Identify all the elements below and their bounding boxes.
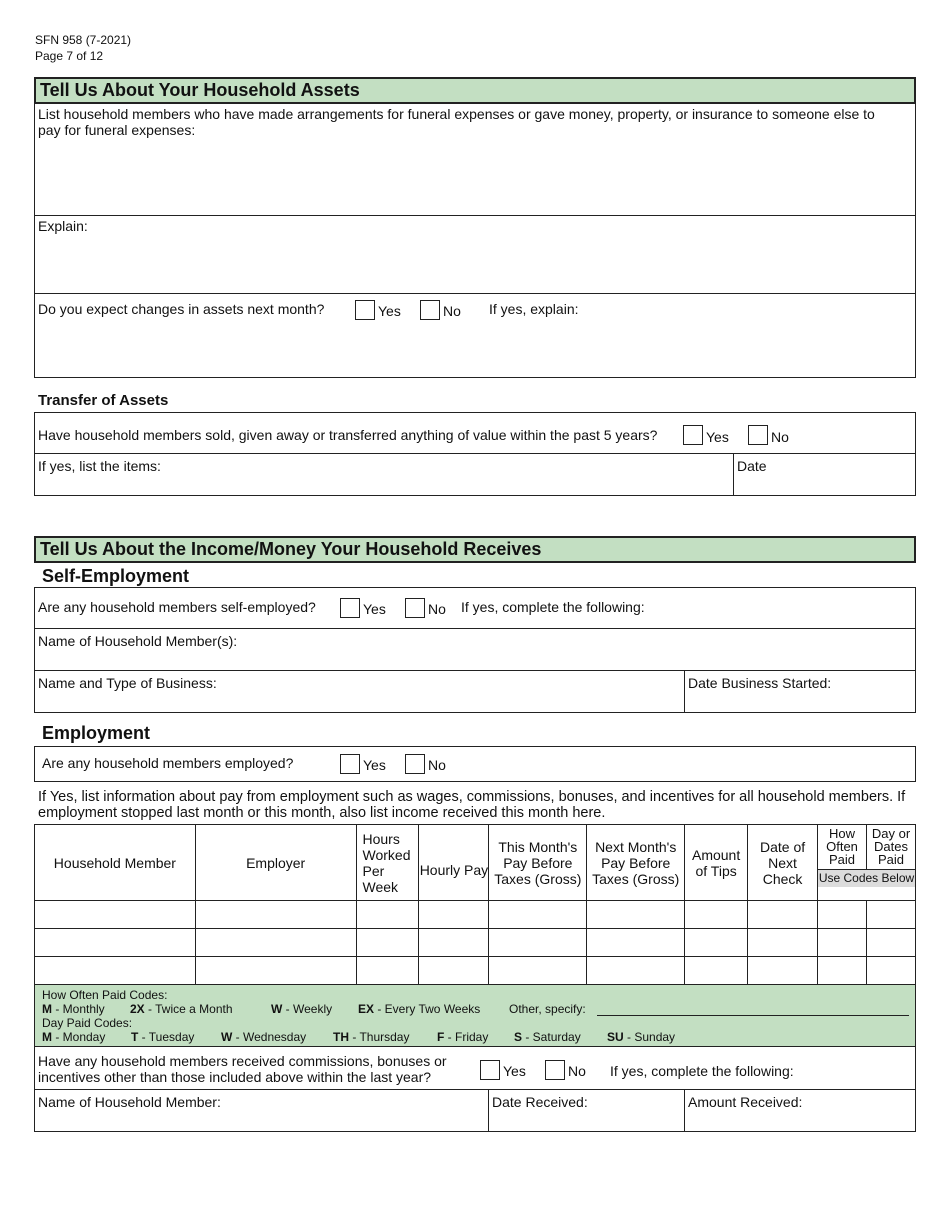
col-hourly-pay: Hourly Pay bbox=[419, 825, 489, 901]
code-thursday: TH - Thursday bbox=[333, 1030, 410, 1044]
table-cell[interactable] bbox=[419, 957, 489, 985]
self-employment-title: Self-Employment bbox=[42, 566, 190, 586]
code-monday: M - Monday bbox=[42, 1030, 106, 1044]
code-monthly: M - Monthly bbox=[42, 1002, 105, 1016]
divider bbox=[733, 453, 734, 496]
col-hours-worked: Hours Worked Per Week bbox=[356, 825, 419, 901]
business-label: Name and Type of Business: bbox=[38, 675, 217, 691]
code-saturday: S - Saturday bbox=[514, 1030, 581, 1044]
transfer-items-field[interactable] bbox=[36, 476, 731, 494]
asset-changes-no-checkbox[interactable] bbox=[420, 300, 440, 320]
yes-label: Yes bbox=[363, 757, 386, 773]
table-cell[interactable] bbox=[489, 957, 587, 985]
transfer-title: Transfer of Assets bbox=[38, 392, 169, 409]
explain-field[interactable] bbox=[36, 236, 914, 291]
if-yes-explain-label: If yes, explain: bbox=[489, 301, 579, 317]
table-cell[interactable] bbox=[748, 957, 818, 985]
self-employed-no-checkbox[interactable] bbox=[405, 598, 425, 618]
pay-codes-legend bbox=[34, 985, 916, 1047]
date-received-label: Date Received: bbox=[492, 1094, 588, 1110]
no-label: No bbox=[771, 429, 789, 445]
amount-received-label: Amount Received: bbox=[688, 1094, 803, 1110]
assets-section-title: Tell Us About Your Household Assets bbox=[34, 77, 916, 104]
table-cell[interactable] bbox=[489, 901, 587, 929]
table-cell[interactable] bbox=[587, 901, 685, 929]
table-cell[interactable] bbox=[419, 901, 489, 929]
code-weekly: W - Weekly bbox=[271, 1002, 333, 1016]
yes-label: Yes bbox=[503, 1063, 526, 1079]
table-cell[interactable] bbox=[818, 929, 867, 957]
commissions-question-line2: incentives other than those included above within the last year? bbox=[38, 1069, 432, 1085]
divider bbox=[488, 1089, 489, 1132]
col-date-next-check: Date of Next Check bbox=[748, 825, 818, 901]
form-number: SFN 958 (7-2021) bbox=[35, 33, 132, 47]
table-header-row bbox=[35, 825, 916, 901]
yes-label: Yes bbox=[706, 429, 729, 445]
asset-changes-question: Do you expect changes in assets next month? bbox=[38, 301, 325, 317]
table-cell[interactable] bbox=[685, 929, 748, 957]
code-sunday: SU - Sunday bbox=[607, 1030, 676, 1044]
table-cell[interactable] bbox=[748, 901, 818, 929]
if-yes-complete-label: If yes, complete the following: bbox=[461, 599, 645, 615]
yes-label: Yes bbox=[363, 601, 386, 617]
col-pay-frequency-group bbox=[818, 825, 916, 901]
other-specify-field[interactable] bbox=[597, 1015, 909, 1016]
explain-label: Explain: bbox=[38, 218, 88, 234]
how-often-codes-title: How Often Paid Codes: bbox=[42, 988, 168, 1002]
code-tuesday: T - Tuesday bbox=[131, 1030, 195, 1044]
commissions-no-checkbox[interactable] bbox=[545, 1060, 565, 1080]
transfer-yes-checkbox[interactable] bbox=[683, 425, 703, 445]
table-cell[interactable] bbox=[35, 929, 196, 957]
transfer-items-label: If yes, list the items: bbox=[38, 458, 161, 474]
table-cell[interactable] bbox=[356, 957, 419, 985]
table-cell[interactable] bbox=[685, 901, 748, 929]
commissions-name-label: Name of Household Member: bbox=[38, 1094, 221, 1110]
col-household-member: Household Member bbox=[35, 825, 196, 901]
divider bbox=[34, 215, 916, 216]
page-number: Page 7 of 12 bbox=[35, 49, 104, 63]
yes-label: Yes bbox=[378, 303, 401, 319]
no-label: No bbox=[428, 601, 446, 617]
self-employed-question: Are any household members self-employed? bbox=[38, 599, 316, 615]
col-employer: Employer bbox=[195, 825, 356, 901]
table-cell[interactable] bbox=[866, 957, 915, 985]
table-cell[interactable] bbox=[587, 957, 685, 985]
divider bbox=[34, 628, 916, 629]
use-codes-note: Use Codes Below bbox=[818, 871, 915, 885]
no-label: No bbox=[443, 303, 461, 319]
divider bbox=[684, 670, 685, 713]
col-this-month-pay: This Month's Pay Before Taxes (Gross) bbox=[489, 825, 587, 901]
code-every-two-weeks: EX - Every Two Weeks bbox=[358, 1002, 481, 1016]
transfer-date-field[interactable] bbox=[736, 476, 914, 494]
date-business-started-label: Date Business Started: bbox=[688, 675, 832, 691]
table-row bbox=[35, 929, 916, 957]
code-twice-month: 2X - Twice a Month bbox=[130, 1002, 233, 1016]
table-cell[interactable] bbox=[356, 901, 419, 929]
table-cell[interactable] bbox=[866, 929, 915, 957]
table-cell[interactable] bbox=[195, 901, 356, 929]
table-cell[interactable] bbox=[195, 929, 356, 957]
amount-received-field[interactable] bbox=[687, 1111, 914, 1130]
table-cell[interactable] bbox=[195, 957, 356, 985]
commissions-yes-checkbox[interactable] bbox=[480, 1060, 500, 1080]
table-cell[interactable] bbox=[35, 957, 196, 985]
employment-instructions: If Yes, list information about pay from employment such as wages, commissions, bonuses, and incentives for all household members. If employment stopped last month or this month, also list income received this month here. bbox=[38, 789, 906, 821]
table-cell[interactable] bbox=[748, 929, 818, 957]
transfer-question: Have household members sold, given away or transferred anything of value within the past 5 years? bbox=[38, 427, 658, 443]
day-paid-codes-title: Day Paid Codes: bbox=[42, 1016, 133, 1030]
table-cell[interactable] bbox=[866, 901, 915, 929]
date-received-field[interactable] bbox=[491, 1111, 682, 1130]
date-business-started-field[interactable] bbox=[687, 692, 914, 710]
col-day-dates-paid: Day or Dates Paid bbox=[871, 826, 911, 867]
divider bbox=[684, 1089, 685, 1132]
asset-changes-explain-field[interactable] bbox=[36, 322, 914, 374]
self-employed-name-label: Name of Household Member(s): bbox=[38, 633, 238, 649]
employed-yes-checkbox[interactable] bbox=[340, 754, 360, 774]
table-cell[interactable] bbox=[685, 957, 748, 985]
no-label: No bbox=[568, 1063, 586, 1079]
transfer-no-checkbox[interactable] bbox=[748, 425, 768, 445]
funeral-label: List household members who have made arrangements for funeral expenses or gave money, property, or insurance to someone else to pay for funeral expenses: bbox=[38, 106, 875, 138]
table-cell[interactable] bbox=[587, 929, 685, 957]
self-employed-name-field[interactable] bbox=[36, 650, 914, 668]
income-section-title: Tell Us About the Income/Money Your Household Receives bbox=[34, 536, 916, 563]
funeral-field[interactable] bbox=[36, 140, 914, 214]
table-row bbox=[35, 901, 916, 929]
table-cell[interactable] bbox=[489, 929, 587, 957]
self-employed-yes-checkbox[interactable] bbox=[340, 598, 360, 618]
table-cell[interactable] bbox=[419, 929, 489, 957]
form-header bbox=[35, 32, 131, 64]
col-how-often-paid: How Often Paid bbox=[818, 825, 867, 869]
table-cell[interactable] bbox=[356, 929, 419, 957]
divider bbox=[34, 670, 916, 671]
employed-question: Are any household members employed? bbox=[42, 755, 294, 771]
employment-title: Employment bbox=[42, 723, 151, 743]
commissions-name-field[interactable] bbox=[36, 1111, 486, 1130]
divider bbox=[34, 453, 916, 454]
no-label: No bbox=[428, 757, 446, 773]
if-yes-complete-label: If yes, complete the following: bbox=[610, 1063, 794, 1079]
employed-no-checkbox[interactable] bbox=[405, 754, 425, 774]
transfer-date-label: Date bbox=[737, 458, 767, 474]
divider bbox=[34, 293, 916, 294]
col-amount-of-tips: Amount of Tips bbox=[685, 825, 748, 901]
business-field[interactable] bbox=[36, 692, 682, 710]
asset-changes-yes-checkbox[interactable] bbox=[355, 300, 375, 320]
code-wednesday: W - Wednesday bbox=[221, 1030, 307, 1044]
other-specify-label: Other, specify: bbox=[509, 1002, 586, 1016]
employment-table bbox=[34, 824, 916, 985]
code-friday: F - Friday bbox=[437, 1030, 489, 1044]
col-next-month-pay: Next Month's Pay Before Taxes (Gross) bbox=[587, 825, 685, 901]
table-cell[interactable] bbox=[818, 901, 867, 929]
table-cell[interactable] bbox=[818, 957, 867, 985]
divider bbox=[34, 1089, 916, 1090]
table-cell[interactable] bbox=[35, 901, 196, 929]
table-row bbox=[35, 957, 916, 985]
commissions-question-line1: Have any household members received commissions, bonuses or bbox=[38, 1053, 447, 1069]
